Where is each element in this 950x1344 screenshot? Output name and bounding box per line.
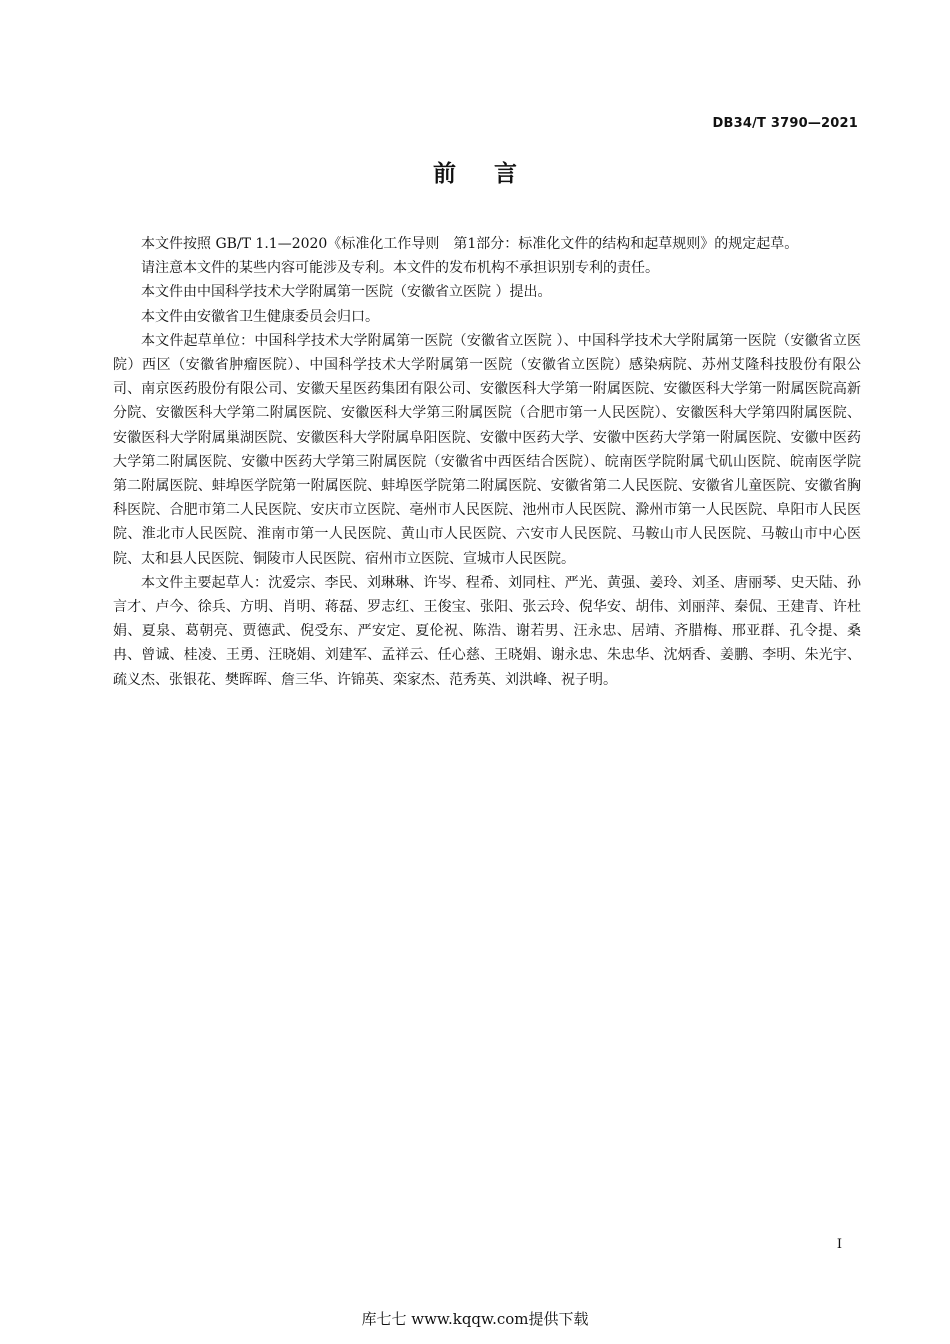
paragraph-proposer: 本文件由中国科学技术大学附属第一医院（安徽省立医院 ）提出。 [141, 284, 552, 301]
paragraph-patent-notice: 请注意本文件的某些内容可能涉及专利。本文件的发布机构不承担识别专利的责任。 [141, 260, 659, 277]
paragraph-main-drafters: 本文件主要起草人：沈爱宗、李民、刘琳琳、许岑、程希、刘同柱、严光、黄强、姜玲、刘圣、唐丽琴、史天陆、孙言才、卢今、徐兵、方明、肖明、蒋磊、罗志红、王俊宝、张阳、张云玲、倪华安、胡伟、刘丽萍、秦侃、王建青、许杜娟、夏泉、葛朝亮、贾德武、倪受东、严安定、夏伦祝、陈浩、谢若男、汪永忠、居靖、齐腊梅、邢亚群、孔令提、桑冉、曾诚、桂凌、王勇、汪晓娟、刘建军、孟祥云、任心慈、王晓娟、谢永忠、朱忠华、沈炳香、姜鹏、李明、朱光宇、疏义杰、张银花、樊晖晖、詹三华、许锦英、栾家杰、范秀英、刘洪峰、祝子明。 [113, 574, 861, 688]
preface-body [113, 232, 861, 692]
page-number: I [836, 1237, 842, 1252]
paragraph-drafting-units: 本文件起草单位：中国科学技术大学附属第一医院（安徽省立医院 ）、中国科学技术大学附属第一医院（安徽省立医院）西区（安徽省肿瘤医院）、中国科学技术大学附属第一医院（安徽省立医院）感染病院、苏州艾隆科技股份有限公司、南京医药股份有限公司、安徽天星医药集团有限公司、安徽医科大学第一附属医院、安徽医科大学第一附属医院高新分院、安徽医科大学第二附属医院、安徽医科大学第三附属医院（合肥市第一人民医院）、安徽医科大学第四附属医院、安徽医科大学附属巢湖医院、安徽医科大学附属阜阳医院、安徽中医药大学、安徽中医药大学第一附属医院、安徽中医药大学第二附属医院、安徽中医药大学第三附属医院（安徽省中西医结合医院）、皖南医学院附属弋矶山医院、皖南医学院第二附属医院、蚌埠医学院第一附属医院、蚌埠医学院第二附属医院、安徽省第二人民医院、安徽省儿童医院、安徽省胸科医院、合肥市第二人民医院、安庆市立医院、亳州市人民医院、池州市人民医院、滁州市第一人民医院、阜阳市人民医院、淮北市人民医院、淮南市第一人民医院、黄山市人民医院、六安市人民医院、马鞍山市人民医院、马鞍山市中心医院、太和县人民医院、铜陵市人民医院、宿州市立医院、宣城市人民医院。 [113, 332, 861, 567]
page-title: 前言 [433, 161, 555, 187]
paragraph-drafting-basis: 本文件按照 GB/T 1.1—2020《标准化工作导则 第1部分：标准化文件的结构和起草规则》的规定起草。 [141, 236, 799, 252]
download-watermark: 库七七 www.kqqw.com提供下载 [361, 1310, 589, 1328]
document-code: DB34/T 3790—2021 [712, 116, 858, 131]
paragraph-administrator: 本文件由安徽省卫生健康委员会归口。 [141, 308, 379, 325]
